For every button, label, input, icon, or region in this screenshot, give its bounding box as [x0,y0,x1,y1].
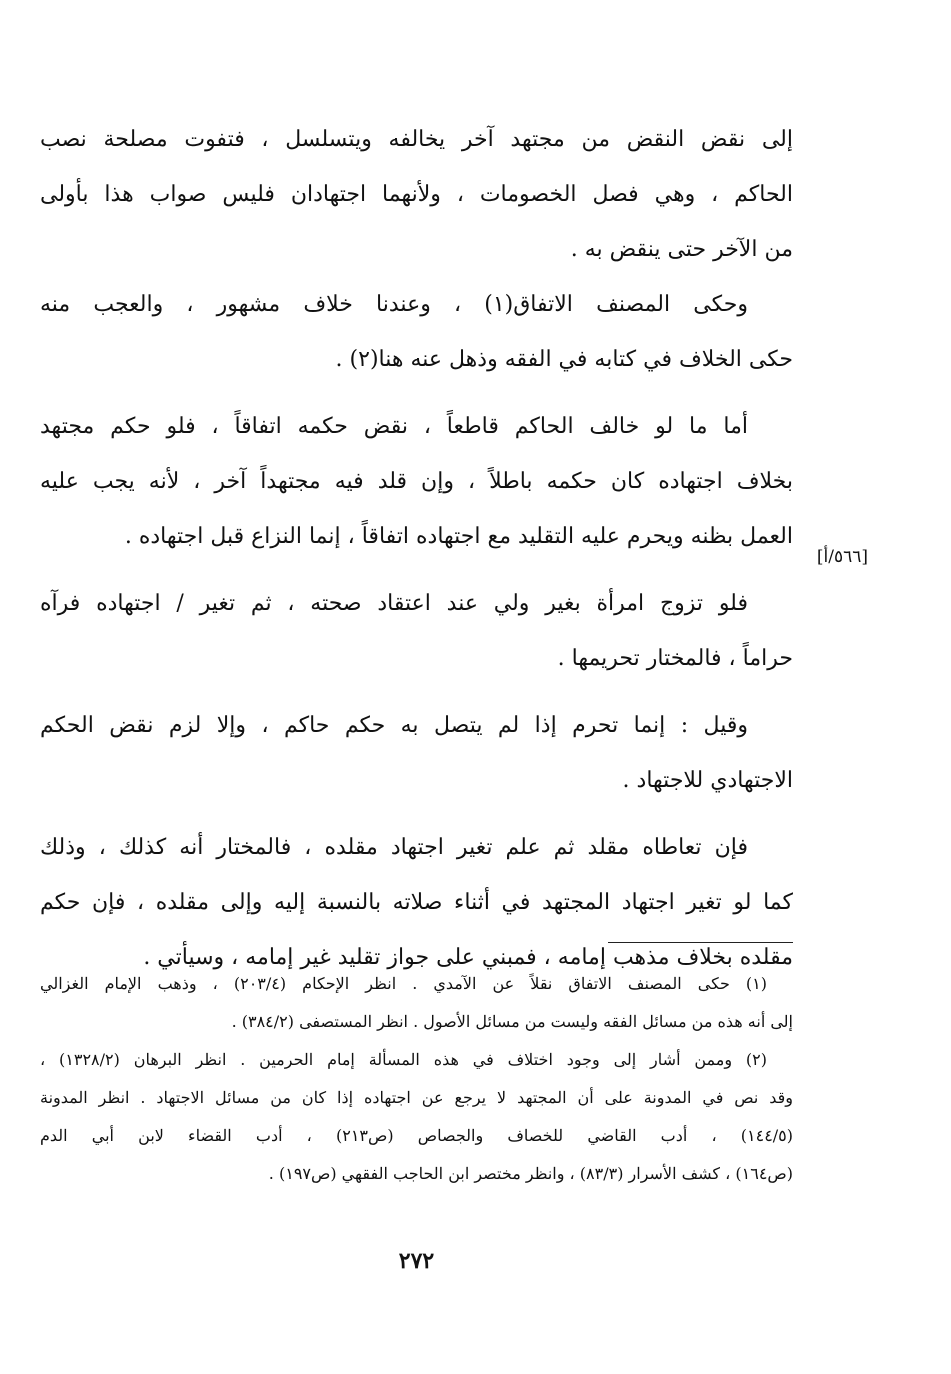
paragraph-gap [40,564,793,576]
text-line: مقلده بخلاف مذهب إمامه ، فمبني على جواز تقليد غير إمامه ، وسيأتي . [143,945,793,970]
text-line: حكى الخلاف في كتابه في الفقه وذهل عنه هنا(٢) . [335,347,793,372]
paragraph-gap [40,387,793,399]
paragraph-gap [40,808,793,820]
text-line: العمل بظنه ويحرم عليه التقليد مع اجتهاده اتفاقاً ، إنما النزاع قبل اجتهاده . [124,524,793,549]
footnote-line: (١) حكى المصنف الاتفاق نقلاً عن الآمدي . انظر الإحكام (٢٠٣/٤) ، وذهب الإمام الغزالي [40,974,767,993]
footnotes [40,965,793,1193]
text-line: إلى نقض النقض من مجتهد آخر يخالفه ويتسلسل ، فتفوت مصلحة نصب [40,127,793,152]
paragraph [40,820,793,985]
text-line: وقيل : إنما تحرم إذا لم يتصل به حكم حاكم ، وإلا لزم نقض الحكم [40,713,748,738]
text-line: الحاكم ، وهي فصل الخصومات ، ولأنهما اجتهادان فليس صواب هذا بأولى [40,182,793,207]
margin-manuscript-reference: [٥٦٦/أ] [816,547,868,567]
text-line: من الآخر حتى ينقض به . [570,237,793,262]
footnote-line: إلى أنه هذه من مسائل الفقه وليست من مسائل الأصول . انظر المستصفى (٣٨٤/٢) . [231,1012,793,1031]
footnote-line: (١٤٤/٥) ، أدب القاضي للخصاف والجصاص (ص٢١٣) ، أدب القضاء لابن أبي الدم [40,1126,794,1145]
paragraph-gap [40,686,793,698]
paragraph [40,576,793,686]
text-line: كما لو تغير اجتهاد المجتهد في أثناء صلاته بالنسبة إليه وإلى مقلده ، فإن حكم [40,890,793,915]
text-line: الاجتهادي للاجتهاد . [622,768,793,793]
text-line: بخلاف اجتهاده كان حكمه باطلاً ، وإن قلد فيه مجتهداً آخر ، لأنه يجب عليه [40,469,793,494]
paragraph [40,399,793,564]
text-line: أما ما لو خالف الحاكم قاطعاً ، نقض حكمه اتفاقاً ، فلو حكم مجتهد [40,414,748,439]
paragraph [40,112,793,277]
paragraph [40,277,793,387]
main-text [40,112,793,985]
text-line: حراماً ، فالمختار تحريمها . [557,646,793,671]
text-line: فإن تعاطاه مقلد ثم علم تغير اجتهاد مقلده ، فالمختار أنه كذلك ، وذلك [40,835,748,860]
text-line: فلو تزوج امرأة بغير ولي عند اعتقاد صحته ، ثم تغير / اجتهاده فرآه [40,591,748,616]
footnote-line: (٢) وممن أشار إلى وجود اختلاف في هذه المسألة إمام الحرمين . انظر البرهان (١٣٢٨/٢) ، [40,1050,767,1069]
paragraph [40,698,793,808]
footnote-line: (ص١٦٤) ، كشف الأسرار (٨٣/٣) ، وانظر مختصر ابن الحاجب الفقهي (ص١٩٧) . [268,1164,793,1183]
footnote-line: وقد نص في المدونة على أن المجتهد لا يرجع عن اجتهاده إذا كان من مسائل الاجتهاد . انظر المدونة [40,1088,793,1107]
text-line: وحكى المصنف الاتفاق(١) ، وعندنا خلاف مشهور ، والعجب منه [40,292,748,317]
page-number: ٢٧٢ [398,1248,435,1274]
footnote-separator [608,942,793,943]
